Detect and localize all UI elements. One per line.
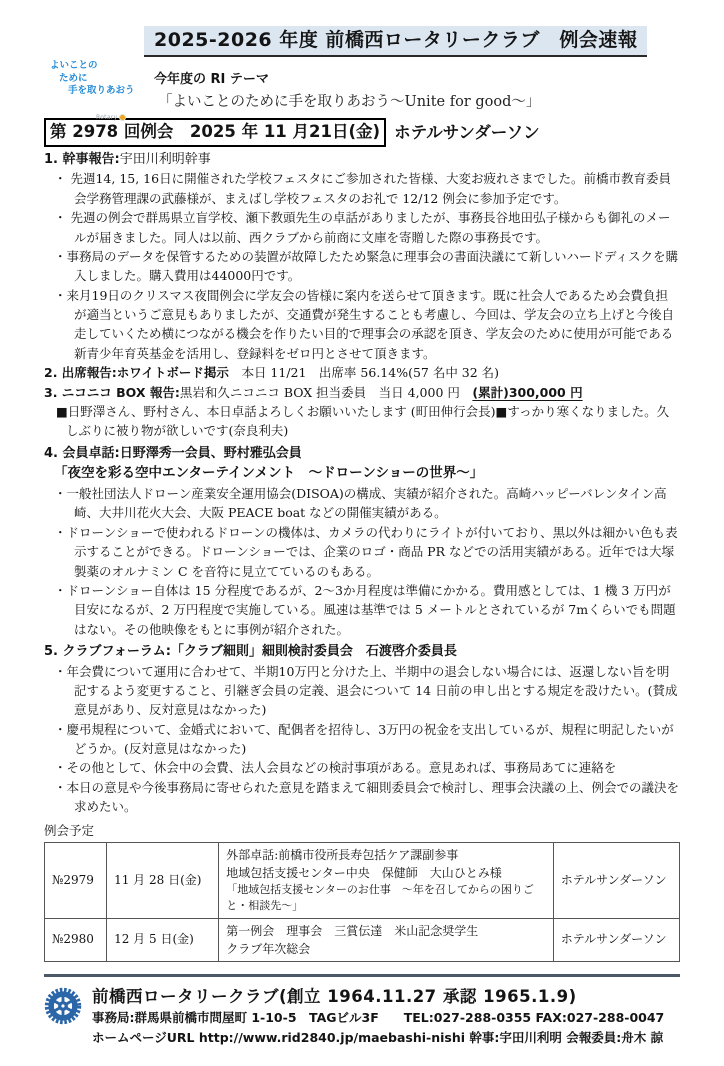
program-line: クラブ年次総会: [226, 941, 311, 956]
section-2-line: [44, 363, 680, 382]
schedule-date: 12 月 5 日(金): [107, 918, 219, 961]
section-5-bullet: ・慶弔規程について、金婚式において、配偶者を招待し、3万円の祝金を支出しているが、規程に明記したいがどうか。(反対意見はなかった): [54, 721, 674, 757]
program-line: 「地域包括支援センターのお仕事 〜年を召してからの困りごと・相談先〜」: [226, 882, 534, 913]
club-name-line: 前橋西ロータリークラブ(創立 1964.11.27 承認 1965.1.9): [92, 986, 577, 1006]
footer-text: [92, 985, 680, 1048]
section-1-bullet: ・ 先週の例会で群馬県立盲学校、瀬下教頭先生の卓話がありましたが、事務長谷地田弘子様からも御礼のメールが届きました。同人は以前、西クラブから前商に文庫を寄贈した際の事務長です。: [54, 210, 671, 245]
section-2-heading: 2. 出席報告:ホワイトボード掲示: [44, 365, 229, 381]
niconico-detail: 黒岩和久ニコニコ BOX 担当委員 当日 4,000 円: [179, 384, 473, 400]
office-address-line: 事務局:群馬県前橋市問屋町 1-10-5 TAGビル3F TEL:027-288-0355 FAX:027-288-0047: [92, 1010, 665, 1026]
section-3-heading: 3. ニコニコ BOX 報告:: [44, 384, 180, 400]
footer: [44, 985, 680, 1048]
section-5-bullet: ・その他として、休会中の会費、法人会員などの検討事項がある。意見あれば、事務局あてに連絡を: [54, 760, 617, 776]
section-1-bullet: ・来月19日のクリスマス夜間例会に学友会の皆様に案内を送らせて頂きます。既に社会人であるため会費負担が適当というご意見もありましたが、交通費が発生することも考慮し、今回は、学友会の立ち上げと今後自走していくため横につながる機会を作りたい目的で理事会の承認を頂き、学友会のために使用が可能である新青少年育英基金を活用し、登録料をゼロ円とさせて頂きます。: [54, 287, 675, 361]
meeting-number-box: 第 2978 回例会 2025 年 11 月21日(金): [44, 118, 386, 147]
section-1-bullet: ・事務局のデータを保管するための装置が故障したため緊急に理事会の書面決議にて新しいハードディスクを購入しました。購入費用は44000円です。: [54, 248, 679, 284]
schedule-row: [45, 918, 680, 961]
section-1-bullet: ・ 先週14, 15, 16日に開催された学校フェスタにご参加された皆様、大変お疲れさまでした。前橋市教育委員会学務管理課の武藤様が、まえばし学校フェスタのお礼で 12/12 例会に参加予定です。: [54, 171, 671, 206]
niconico-total: (累計)300,000 円: [472, 384, 583, 400]
logo-text-line2: ために: [59, 72, 88, 84]
logo-text-line3: 手を取りあおう: [68, 85, 135, 96]
niconico-messages: ■日野澤さん、野村さん、本日卓話よろしくお願いいたします (町田伸行会長)■すっかり寒くなりました。久しぶりに被り物が欲しいです(奈良利夫): [56, 403, 670, 439]
rotary-wordmark-text: Rotary: [96, 113, 118, 121]
section-5-bullet: ・本日の意見や今後事務局に寄せられた意見を踏まえて細則委員会で検討し、理事会決議の上、例会での議決を求めたい。: [54, 779, 680, 815]
program-line: 地域包括支援センター中央 保健師 大山ひとみ様: [226, 865, 502, 880]
schedule-venue: ホテルサンダーソン: [553, 842, 679, 918]
section-4-bullet: ・ドローンショーで使われるドローンの機体は、カメラの代わりにライトが付いており、黒以外は細かい色も表示することができる。ドローンショーでは、企業のロゴ・商品 PR などでの活用実績がある。近年では大塚製薬のオルナミン C を音符に見立てているのもある。: [54, 524, 678, 579]
rotary-gold-wheel-icon: [119, 114, 126, 121]
ri-theme-quote: 「よいことのために手を取りあおう〜Unite for good〜」: [158, 93, 541, 110]
attendance-stats: 本日 11/21 出席率 56.14%(57 名中 32 名): [228, 365, 500, 381]
ri-theme-logo: [50, 60, 160, 124]
ri-theme-label: 今年度の RI テーマ: [154, 71, 269, 87]
page-title: 2025-2026 年度 前橋西ロータリークラブ 例会速報: [144, 26, 647, 57]
rotary-wordmark: [50, 112, 160, 125]
section-5-title: 5. クラブフォーラム:「クラブ細則」細則検討委員会 石渡啓介委員長: [44, 644, 457, 660]
schedule-no: №2980: [45, 918, 107, 961]
program-line: 外部卓話:前橋市役所長寿包括ケア課副参事: [226, 847, 459, 862]
schedule-row: [45, 842, 680, 918]
schedule-no: №2979: [45, 842, 107, 918]
schedule-venue: ホテルサンダーソン: [553, 918, 679, 961]
section-1-heading: 1. 幹事報告:: [44, 151, 120, 167]
schedule-label: 例会予定: [44, 822, 95, 838]
talk-theme: 「夜空を彩る空中エンターテインメント 〜ドローンショーの世界〜」: [54, 465, 484, 482]
program-line: 第一例会 理事会 三賞伝達 米山記念奨学生: [226, 923, 479, 938]
rotary-wheel-icon: [44, 987, 82, 1048]
section-4-bullet: ・一般社団法人ドローン産業安全運用協会(DISOA)の構成、実績が紹介された。高崎ハッピーバレンタイン高崎、大井川花火大会、大阪 PEACE boat などの開催実績がある。: [54, 486, 667, 521]
section-5-bullet: ・年会費について運用に合わせて、半期10万円と分けた上、半期中の退会しない場合には、返還しない旨を明記するよう変更すること、引継ぎ会員の定義、退会について 14 日前の申し出とする規定を設けたい。(賛成意見があり、反対意見はなかった): [54, 663, 678, 718]
meeting-venue: ホテルサンダーソン: [394, 122, 540, 142]
schedule-program: [219, 918, 554, 961]
section-4-bullet: ・ドローンショー自体は 15 分程度であるが、2〜3か月程度は準備にかかる。費用感としては、1 機 3 万円が目安になるが、2 万円程度で実施している。風速は基準では 5 メートルとされているが 7mくらいでも問題はない。その他映像をもとに事例が紹介された。: [54, 582, 676, 637]
logo-text-line1: よいことの: [50, 60, 98, 71]
section-1-title: [44, 150, 680, 170]
homepage-url-line: ホームページURL http://www.rid2840.jp/maebashi-nishi 幹事:宇田川利明 会報委員:舟木 諒: [92, 1030, 664, 1046]
section-3-line: [44, 383, 680, 402]
footer-divider: [44, 974, 680, 977]
schedule-date: 11 月 28 日(金): [107, 842, 219, 918]
section-1-name: 宇田川利明幹事: [119, 151, 211, 167]
section-4-title: 4. 会員卓話:日野澤秀一会員、野村雅弘会員: [44, 445, 302, 461]
schedule-table: [44, 842, 680, 962]
schedule-program: [219, 842, 554, 918]
